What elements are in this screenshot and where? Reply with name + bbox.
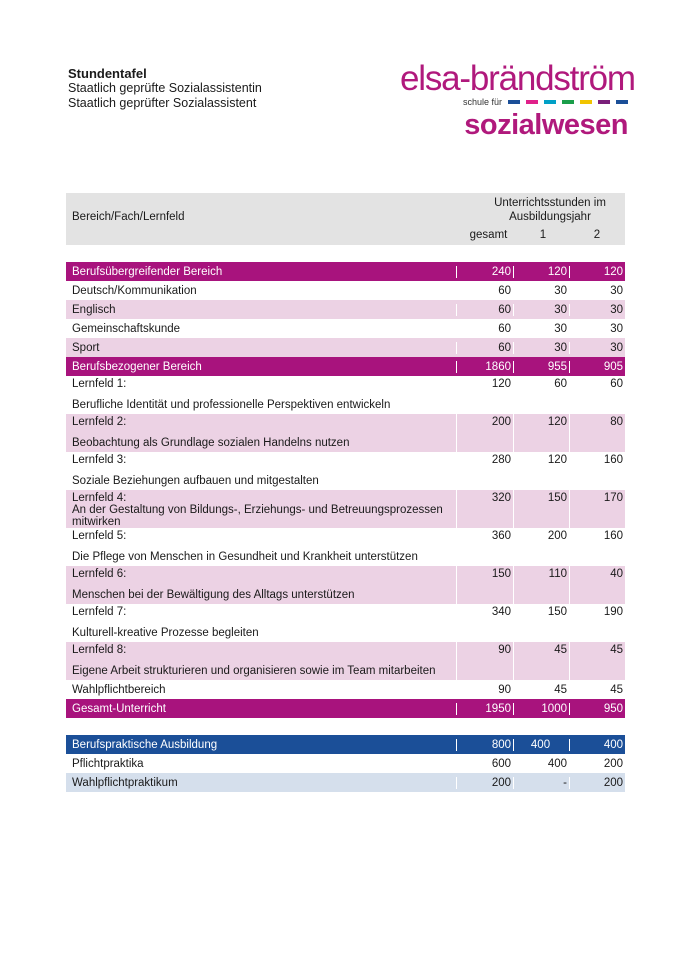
header-col-total: gesamt: [469, 229, 508, 241]
row-year1: 120: [513, 414, 569, 452]
row-label: Gesamt-Unterricht: [72, 702, 166, 715]
row-label: Lernfeld 3:: [72, 454, 127, 466]
table-row: [66, 338, 625, 357]
row-description: Die Pflege von Menschen in Gesundheit und Krankheit unterstützen: [72, 551, 418, 563]
row-total: 120: [491, 378, 511, 390]
row-label: Lernfeld 8:: [72, 644, 127, 656]
row-total: 60: [456, 342, 513, 354]
row-label-cell: [66, 452, 456, 490]
school-logo: [400, 59, 635, 141]
row-label-cell: [66, 361, 456, 373]
row-label: Gemeinschaftskunde: [72, 322, 181, 335]
row-total: 360: [491, 530, 511, 542]
table-row: [66, 452, 625, 490]
schedule-table: [66, 193, 625, 792]
row-label-cell: [66, 414, 456, 452]
row-total: 90: [498, 683, 511, 696]
logo-big: sozialwesen: [464, 109, 628, 141]
row-label: Lernfeld 5:: [72, 530, 127, 542]
row-year1: 120: [513, 266, 569, 278]
header-col-year2: 2: [593, 229, 601, 241]
row-year2: 40: [569, 566, 625, 604]
row-description: An der Gestaltung von Bildungs-, Erziehungs- und Betreuungsprozessen mitwirken: [72, 504, 443, 528]
row-total: 60: [498, 322, 511, 335]
row-label: Lernfeld 4:: [72, 492, 127, 504]
table-row: [66, 319, 625, 338]
row-total: 340: [491, 606, 511, 618]
row-total: 240: [456, 266, 513, 278]
row-label-cell: [66, 642, 456, 680]
row-year1: 200: [547, 530, 567, 542]
row-description: Berufliche Identität und professionelle Perspektiven entwickeln: [72, 399, 391, 411]
row-total: 90: [456, 642, 513, 680]
document-title: Stundentafel: [68, 66, 147, 81]
subtitle-female: Staatlich geprüfte Sozialassistentin: [68, 81, 262, 95]
row-label: Lernfeld 2:: [72, 416, 127, 428]
row-label-cell: [66, 528, 456, 566]
logo-bar: [580, 100, 592, 104]
row-label-cell: [66, 604, 456, 642]
row-year1: 30: [513, 304, 569, 316]
row-year2: 30: [610, 322, 623, 335]
row-label-cell: [66, 739, 456, 751]
row-total: 1950: [456, 703, 513, 715]
header-label: Bereich/Fach/Lernfeld: [72, 211, 185, 223]
row-label: Lernfeld 6:: [72, 568, 127, 580]
logo-bar: [508, 100, 520, 104]
table-row: [66, 262, 625, 281]
row-label-cell: [66, 285, 456, 297]
row-year1: 400: [547, 757, 567, 770]
table-header: [66, 193, 625, 245]
row-year1: 30: [554, 322, 567, 335]
table-row: [66, 300, 625, 319]
row-year1: 400: [513, 739, 569, 751]
row-label-cell: [66, 304, 456, 316]
header-group: Unterrichtsstunden im Ausbildungsjahr: [494, 197, 606, 223]
row-label: Deutsch/Kommunikation: [72, 284, 197, 297]
row-year2: 160: [603, 454, 623, 466]
row-year1: 955: [513, 361, 569, 373]
row-label: Sport: [72, 341, 100, 354]
row-year1: 110: [513, 566, 569, 604]
row-total: 200: [456, 414, 513, 452]
row-year1: 120: [547, 454, 567, 466]
table-row: [66, 414, 625, 452]
row-year2: 120: [569, 266, 625, 278]
row-year2: 170: [569, 490, 625, 528]
row-year2: 190: [603, 606, 623, 618]
row-description: Eigene Arbeit strukturieren und organisieren sowie im Team mitarbeiten: [72, 665, 436, 677]
row-total: 600: [491, 757, 511, 770]
row-label-cell: [66, 566, 456, 604]
row-label-cell: [66, 758, 456, 770]
logo-name: elsa-brändström: [400, 59, 635, 98]
document-header: [68, 66, 262, 111]
table-row: [66, 604, 625, 642]
row-total: 60: [456, 304, 513, 316]
row-label: Berufsbezogener Bereich: [72, 360, 202, 373]
table-row: [66, 566, 625, 604]
table-row: [66, 642, 625, 680]
row-total: 200: [456, 777, 513, 789]
row-total: 1860: [456, 361, 513, 373]
logo-bar: [544, 100, 556, 104]
row-label-cell: [66, 342, 456, 354]
row-year1: 45: [554, 683, 567, 696]
row-label-cell: [66, 490, 456, 528]
table-row: [66, 490, 625, 528]
row-label-cell: [66, 266, 456, 278]
table-row: [66, 680, 625, 699]
row-year1: -: [513, 777, 569, 789]
row-year2: 30: [610, 284, 623, 297]
row-description: Kulturell-kreative Prozesse begleiten: [72, 627, 259, 639]
row-label: Lernfeld 1:: [72, 378, 127, 390]
row-year1: 150: [513, 490, 569, 528]
row-label: Wahlpflichtbereich: [72, 683, 166, 696]
header-col-year1: 1: [539, 229, 547, 241]
row-year2: 60: [610, 378, 623, 390]
row-total: 800: [456, 739, 513, 751]
row-year1: 30: [513, 342, 569, 354]
row-year2: 80: [569, 414, 625, 452]
row-label: Pflichtpraktika: [72, 757, 144, 770]
table-row: [66, 357, 625, 376]
row-label-cell: [66, 777, 456, 789]
row-year1: 1000: [513, 703, 569, 715]
logo-color-bars: [508, 100, 628, 104]
logo-sub: schule für: [462, 97, 502, 107]
row-year2: 200: [569, 777, 625, 789]
row-label-cell: [66, 684, 456, 696]
row-label-cell: [66, 323, 456, 335]
row-label: Lernfeld 7:: [72, 606, 127, 618]
table-row: [66, 376, 625, 414]
row-year1: 45: [513, 642, 569, 680]
logo-bar: [526, 100, 538, 104]
row-year1: 30: [554, 284, 567, 297]
row-total: 60: [498, 284, 511, 297]
row-year2: 400: [569, 739, 625, 751]
row-year2: 160: [603, 530, 623, 542]
row-label: Berufsübergreifender Bereich: [72, 265, 223, 278]
row-year2: 30: [569, 342, 625, 354]
table-row: [66, 754, 625, 773]
row-total: 320: [456, 490, 513, 528]
row-year2: 950: [569, 703, 625, 715]
table-row: [66, 699, 625, 718]
row-year1: 60: [554, 378, 567, 390]
table-row: [66, 281, 625, 300]
row-year2: 30: [569, 304, 625, 316]
table-row: [66, 528, 625, 566]
row-label: Berufspraktische Ausbildung: [72, 738, 218, 751]
logo-bar: [562, 100, 574, 104]
row-description: Menschen bei der Bewältigung des Alltags unterstützen: [72, 589, 355, 601]
row-year2: 200: [603, 757, 623, 770]
row-label-cell: [66, 376, 456, 414]
table-row: [66, 735, 625, 754]
row-total: 280: [491, 454, 511, 466]
row-year2: 45: [569, 642, 625, 680]
table-row: [66, 773, 625, 792]
row-label-cell: [66, 703, 456, 715]
logo-bar: [598, 100, 610, 104]
subtitle-male: Staatlich geprüfter Sozialassistent: [68, 96, 257, 110]
row-label: Wahlpflichtpraktikum: [72, 776, 178, 789]
row-total: 150: [456, 566, 513, 604]
row-description: Beobachtung als Grundlage sozialen Handelns nutzen: [72, 437, 350, 449]
row-year2: 45: [610, 683, 623, 696]
logo-bar: [616, 100, 628, 104]
row-year2: 905: [569, 361, 625, 373]
row-year1: 150: [547, 606, 567, 618]
row-description: Soziale Beziehungen aufbauen und mitgestalten: [72, 475, 319, 487]
row-label: Englisch: [72, 303, 116, 316]
